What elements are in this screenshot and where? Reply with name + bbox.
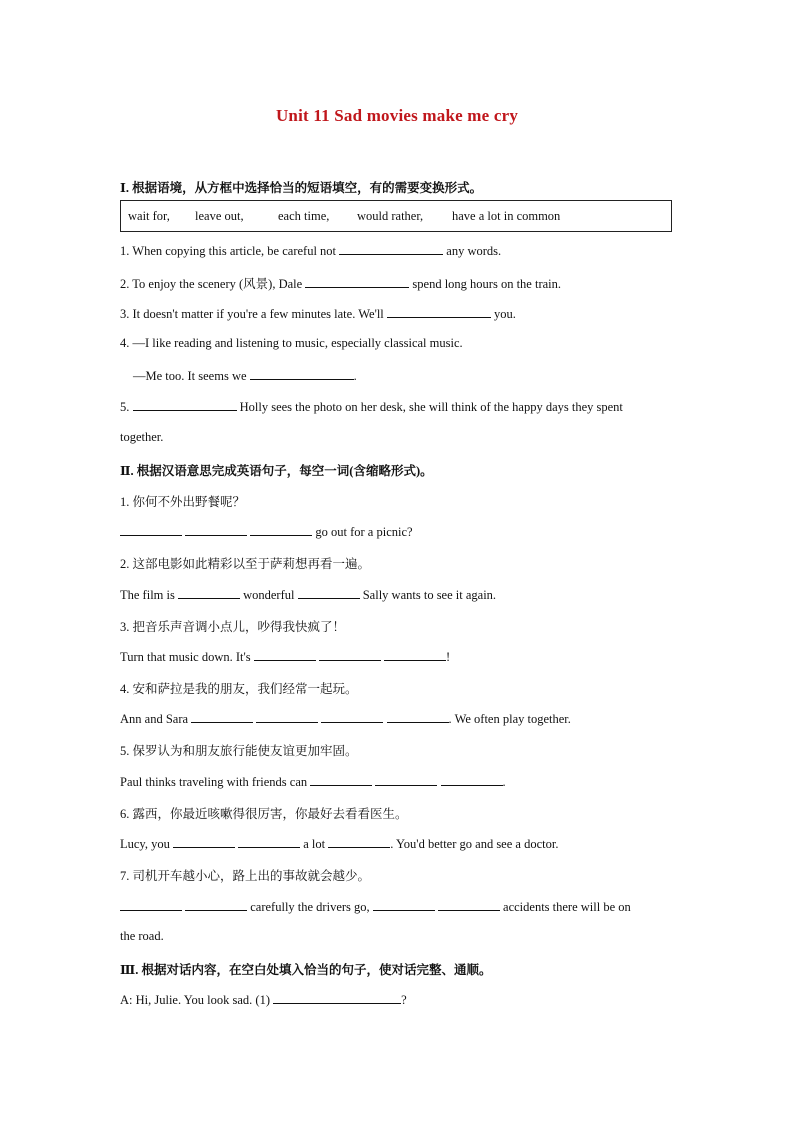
answer-blank[interactable] [120, 898, 182, 911]
answer-blank[interactable] [185, 523, 247, 536]
answer-blank[interactable] [173, 835, 235, 848]
answer-blank[interactable] [250, 523, 312, 536]
answer-blank[interactable] [319, 648, 381, 661]
section-3-heading: Ⅲ. 根据对话内容，在空白处填入恰当的句子，使对话完整、通顺。 [120, 963, 492, 977]
phrase-option: wait for, [128, 209, 170, 223]
answer-blank[interactable] [321, 710, 383, 723]
answer-blank[interactable] [191, 710, 253, 723]
question-2-5-cn: 5. 保罗认为和朋友旅行能使友谊更加牢固。 [120, 744, 358, 758]
phrase-option: would rather, [357, 209, 424, 223]
answer-blank[interactable] [298, 586, 360, 599]
answer-blank[interactable] [256, 710, 318, 723]
answer-blank[interactable] [375, 773, 437, 786]
question-2-3: Turn that music down. It's ! [120, 650, 451, 664]
section-2-heading: Ⅱ. 根据汉语意思完成英语句子，每空一词(含缩略形式)。 [120, 464, 433, 478]
answer-blank[interactable] [328, 835, 390, 848]
answer-blank[interactable] [310, 773, 372, 786]
phrase-option: have a lot in common [452, 209, 561, 223]
question-1-2: 2. To enjoy the scenery (风景), Dale spend long hours on the train. [120, 277, 562, 291]
answer-blank[interactable] [178, 586, 240, 599]
question-2-6-cn: 6. 露西，你最近咳嗽得很厉害，你最好去看看医生。 [120, 807, 408, 821]
question-2-7-cn: 7. 司机开车越小心，路上出的事故就会越少。 [120, 869, 371, 883]
question-2-4: Ann and Sara . We often play together. [120, 712, 571, 726]
answer-blank[interactable] [305, 275, 409, 288]
answer-blank[interactable] [250, 367, 354, 380]
question-2-5: Paul thinks traveling with friends can . [120, 775, 506, 789]
question-1-3: 3. It doesn't matter if you're a few minutes late. We'll you. [120, 307, 516, 321]
question-2-2: The film is wonderful Sally wants to see it again. [120, 588, 497, 602]
question-2-7: carefully the drivers go, accidents there will be on [120, 898, 631, 915]
phrase-option: leave out, [195, 209, 244, 223]
page-title: Unit 11 Sad movies make me cry [275, 106, 519, 125]
phrase-box [120, 200, 672, 232]
dialogue-line-a1: A: Hi, Julie. You look sad. (1) ? [120, 993, 407, 1007]
answer-blank[interactable] [273, 991, 401, 1004]
question-1-4-reply: —Me too. It seems we . [133, 369, 357, 383]
question-2-3-cn: 3. 把音乐声音调小点儿，吵得我快疯了！ [120, 620, 346, 634]
answer-blank[interactable] [441, 773, 503, 786]
question-1-1: 1. When copying this article, be careful not any words. [120, 244, 502, 258]
question-2-4-cn: 4. 安和萨拉是我的朋友，我们经常一起玩。 [120, 682, 358, 696]
question-1-5: 5. Holly sees the photo on her desk, she will think of the happy days they spent [120, 400, 623, 414]
answer-blank[interactable] [238, 835, 300, 848]
answer-blank[interactable] [133, 398, 237, 411]
answer-blank[interactable] [120, 523, 182, 536]
question-2-1: go out for a picnic? [120, 523, 413, 540]
phrase-option: each time, [278, 209, 330, 223]
question-2-1-cn: 1. 你何不外出野餐呢？ [120, 495, 246, 509]
answer-blank[interactable] [185, 898, 247, 911]
answer-blank[interactable] [373, 898, 435, 911]
answer-blank[interactable] [387, 710, 449, 723]
question-1-5-cont: together. [120, 430, 164, 444]
section-1-heading: Ⅰ. 根据语境，从方框中选择恰当的短语填空，有的需要变换形式。 [120, 181, 483, 195]
answer-blank[interactable] [254, 648, 316, 661]
answer-blank[interactable] [438, 898, 500, 911]
question-2-6: Lucy, you a lot . You'd better go and see a doctor. [120, 837, 559, 851]
question-2-7-cont: the road. [120, 929, 164, 943]
answer-blank[interactable] [384, 648, 446, 661]
answer-blank[interactable] [339, 242, 443, 255]
question-1-4: 4. —I like reading and listening to music, especially classical music. [120, 336, 463, 350]
answer-blank[interactable] [387, 305, 491, 318]
question-2-2-cn: 2. 这部电影如此精彩以至于萨莉想再看一遍。 [120, 557, 371, 571]
